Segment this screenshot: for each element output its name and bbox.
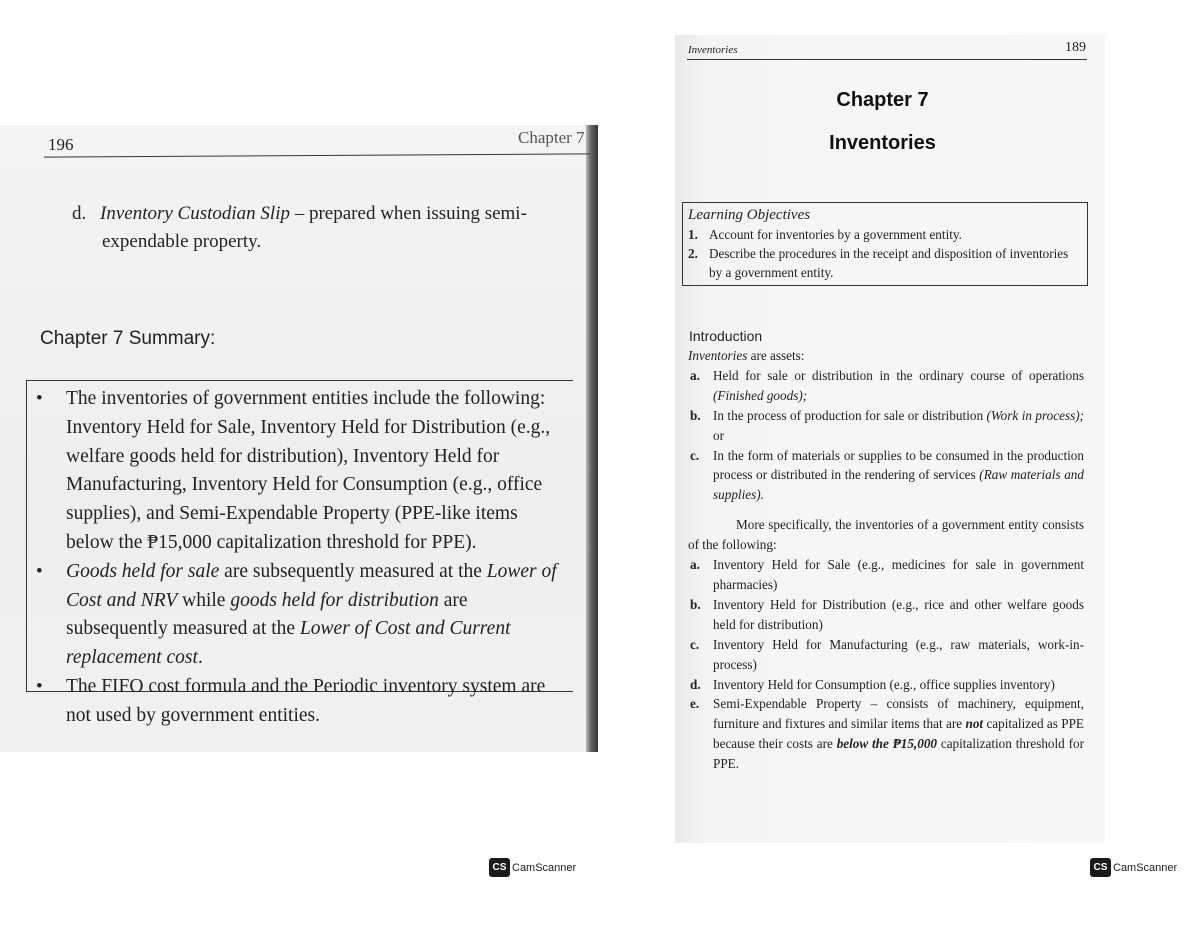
list-item xyxy=(688,225,1083,244)
custodian-slip-item xyxy=(72,200,582,256)
list-text: capitalized as PPE because their costs are xyxy=(713,716,1084,752)
bullet-text: are subsequently measured at the xyxy=(66,589,468,640)
summary-title: Chapter 7 Summary: xyxy=(40,328,216,349)
left-page xyxy=(0,125,598,752)
list-number: 1. xyxy=(688,227,698,242)
summary-bullets xyxy=(66,385,566,731)
summary-bullet: • The FIFO cost formula and the Periodic inventory system are not used by government entities. xyxy=(66,673,566,731)
list-text: Describe the procedures in the receipt and disposition of inventories by a government entity. xyxy=(709,246,1069,280)
camscanner-label: CamScanner xyxy=(512,861,577,874)
list-item xyxy=(688,366,1084,406)
header-rule xyxy=(687,59,1087,60)
running-head: Inventories xyxy=(688,44,738,56)
learning-objectives-box xyxy=(682,202,1088,286)
introduction-body xyxy=(688,346,1084,774)
list-item xyxy=(688,446,1084,506)
list-italic-text: (Work in process); xyxy=(986,407,1084,423)
learning-objectives-list xyxy=(688,225,1083,282)
list-italic-text: (Raw materials and supplies). xyxy=(713,467,1084,503)
list-item xyxy=(688,595,1084,635)
list-letter: e. xyxy=(690,696,700,712)
page-number: 189 xyxy=(1065,40,1086,55)
camscanner-logo-icon: CS xyxy=(1090,858,1111,877)
list-letter: a. xyxy=(690,367,700,383)
summary-bullet: • The inventories of government entities include the following: Inventory Held for Sale, Inventory Held for Distribution (e.g., welfare goods held for distribution), Inventory Held for Manufacturing, Inventory Held for Consumption (e.g., office supplies), and Semi-Expendable Property (PPE-like items below the ₱15,000 capitalization threshold for PPE). xyxy=(66,385,566,558)
bullet-text: . xyxy=(197,647,203,669)
item-text-line1: – prepared when issuing semi- xyxy=(289,203,527,224)
bullet-text: while xyxy=(177,589,231,611)
list-letter: c. xyxy=(690,636,700,652)
list-bold-italic-text: below the ₱15,000 xyxy=(836,736,938,752)
book-binding-shadow xyxy=(586,125,598,752)
item-title: Inventory Custodian Slip xyxy=(100,203,290,224)
bullet-italic-text: Lower of Cost and NRV xyxy=(66,560,557,611)
list-text: Inventory Held for Manufacturing (e.g., raw materials, work-in-process) xyxy=(713,636,1084,672)
summary-bullet xyxy=(66,558,566,673)
list-item xyxy=(688,406,1084,446)
list-text: In the form of materials or supplies to be consumed in the production process or distributed in the rendering of services xyxy=(713,447,1084,483)
list-text: Account for inventories by a government entity. xyxy=(709,227,962,242)
intro-lead-italic: Inventories xyxy=(688,348,748,363)
right-page xyxy=(675,35,1105,843)
list-letter: d. xyxy=(690,676,701,692)
list-number: 2. xyxy=(688,246,698,261)
intro-lead xyxy=(688,346,1084,366)
item-text-line2: expendable property. xyxy=(102,231,262,252)
bullet-italic-text: Goods held for sale xyxy=(66,560,220,582)
list-item xyxy=(688,675,1084,695)
list-text: capitalization threshold for PPE. xyxy=(713,736,1084,772)
list-text: Inventory Held for Distribution (e.g., rice and other welfare goods held for distribution) xyxy=(713,596,1084,632)
list-text: Inventory Held for Sale (e.g., medicines for sale in government pharmacies) xyxy=(713,557,1084,592)
chapter-title: Inventories xyxy=(829,132,936,154)
list-text: Semi-Expendable Property – consists of machinery, equipment, furniture and fixtures and similar items that are xyxy=(713,696,1084,732)
introduction-heading: Introduction xyxy=(689,328,763,344)
list-item xyxy=(688,555,1084,595)
body-paragraph: More specifically, the inventories of a government entity consists of the following: xyxy=(688,517,1084,553)
list-text: Inventory Held for Consumption (e.g., office supplies inventory) xyxy=(713,676,1055,692)
camscanner-watermark xyxy=(489,858,576,877)
bullet-text: are subsequently measured at the xyxy=(219,560,487,582)
bullet-italic-text: goods held for distribution xyxy=(230,589,439,611)
list-item xyxy=(688,635,1084,675)
chapter-heading: Chapter 7 xyxy=(836,89,929,111)
list-item xyxy=(688,694,1084,774)
bullet-italic-text: Lower of Cost and Current replacement cost xyxy=(66,618,511,669)
intro-lead-text: are assets: xyxy=(747,348,805,363)
list-letter: b. xyxy=(690,407,701,423)
list-text: Held for sale or distribution in the ordinary course of operations xyxy=(713,367,1084,383)
running-head: Chapter 7 xyxy=(518,128,585,147)
list-letter: c. xyxy=(690,447,700,463)
item-marker: d. xyxy=(72,203,87,224)
list-letter: b. xyxy=(690,596,701,612)
list-letter: a. xyxy=(690,557,700,573)
learning-objectives-title: Learning Objectives xyxy=(688,207,811,223)
camscanner-label: CamScanner xyxy=(1113,861,1178,874)
header-rule xyxy=(44,153,590,157)
list-text: or xyxy=(713,427,724,443)
list-text: In the process of production for sale or distribution xyxy=(713,407,987,423)
list-item xyxy=(688,244,1083,282)
page-number: 196 xyxy=(48,135,74,154)
list-bold-italic-text: not xyxy=(965,716,984,732)
camscanner-watermark xyxy=(1090,858,1177,877)
camscanner-logo-icon: CS xyxy=(489,858,510,877)
list-italic-text: (Finished goods); xyxy=(713,387,808,403)
